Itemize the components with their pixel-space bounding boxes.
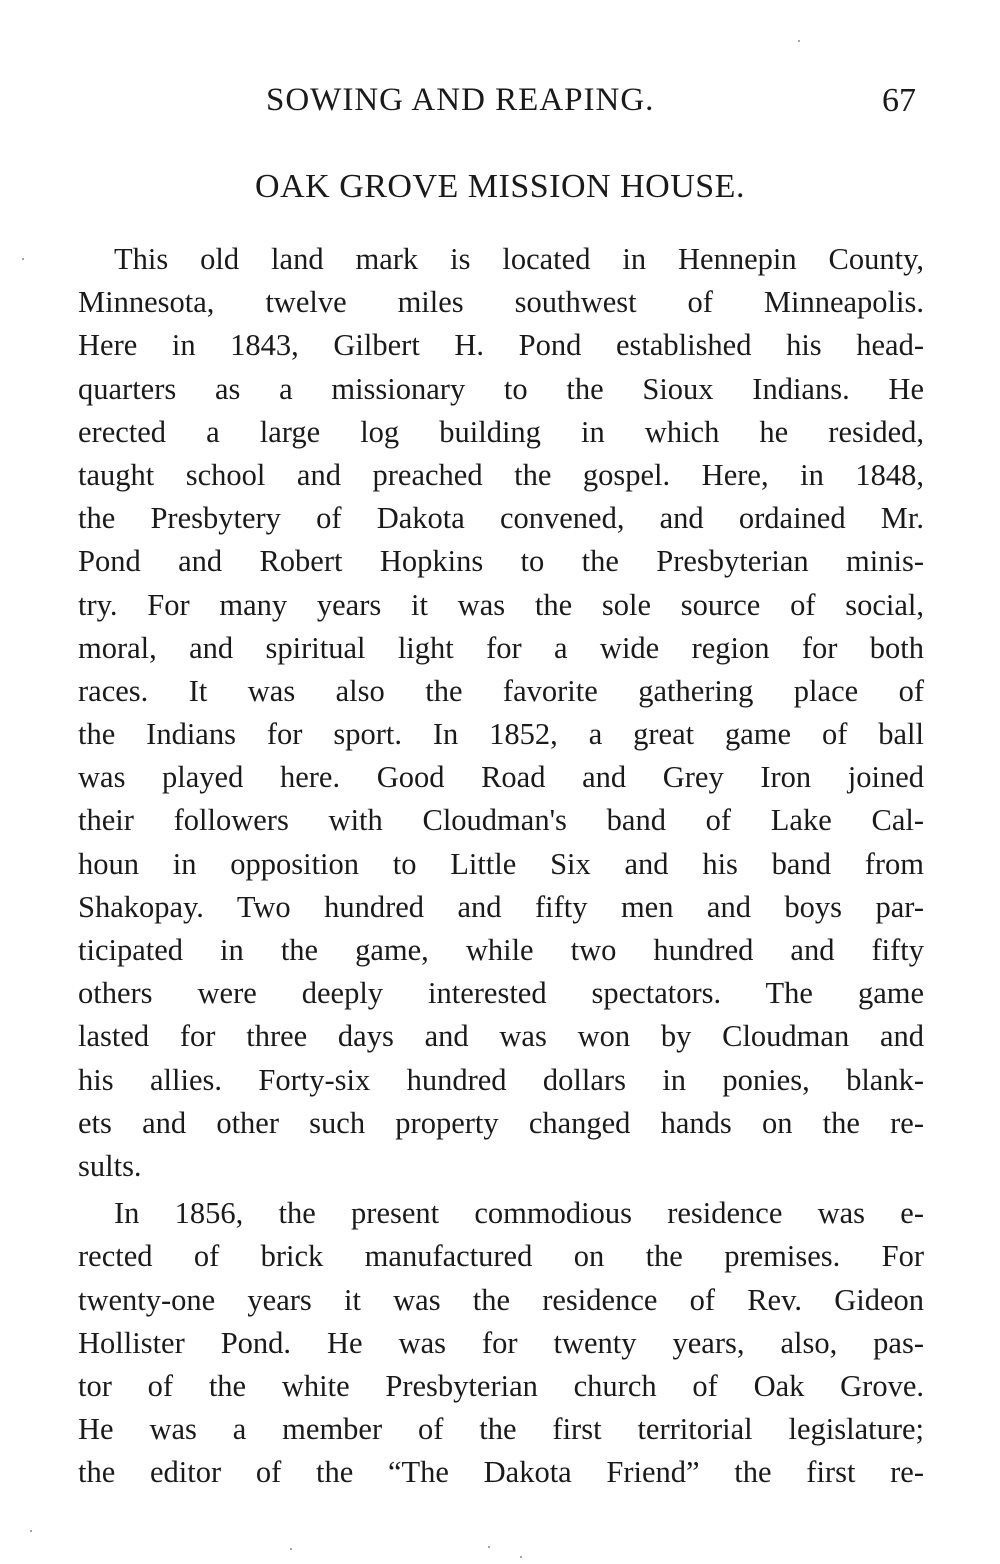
- text-line: his allies. Forty-six hundred dollars in ponies, blank-: [78, 1062, 924, 1097]
- text-line: ets and other such property changed hands on the re-: [78, 1105, 924, 1140]
- text-line: moral, and spiritual light for a wide region for both: [78, 630, 924, 665]
- text-line: erected a large log building in which he resided,: [78, 414, 924, 449]
- text-line: quarters as a missionary to the Sioux Indians. He: [78, 371, 924, 406]
- text-line: rected of brick manufactured on the premises. For: [78, 1239, 924, 1274]
- text-line: was played here. Good Road and Grey Iron joined: [78, 760, 924, 795]
- text-line: try. For many years it was the sole source of social,: [78, 587, 924, 622]
- paragraph-2: [78, 1192, 924, 1494]
- section-title: OAK GROVE MISSION HOUSE.: [255, 168, 745, 205]
- text-line: Pond and Robert Hopkins to the Presbyterian minis-: [78, 544, 924, 579]
- scan-speck: [488, 1546, 490, 1548]
- running-header: [0, 82, 1000, 132]
- text-line: twenty-one years it was the residence of Rev. Gideon: [78, 1282, 924, 1317]
- scan-speck: [290, 1548, 292, 1550]
- paragraph-1: [78, 238, 924, 1188]
- body-text: [78, 238, 924, 1494]
- running-title: SOWING AND REAPING.: [266, 82, 655, 118]
- text-line: the editor of the “The Dakota Friend” the first re-: [78, 1455, 924, 1490]
- text-line: sults.: [78, 1148, 142, 1183]
- text-line: Here in 1843, Gilbert H. Pond established his head-: [78, 328, 924, 363]
- text-line: Hollister Pond. He was for twenty years, also, pas-: [78, 1325, 924, 1360]
- page-number: 67: [882, 82, 916, 119]
- text-line: taught school and preached the gospel. Here, in 1848,: [78, 457, 924, 492]
- text-line: In 1856, the present commodious residence was e-: [114, 1196, 924, 1231]
- text-line: Shakopay. Two hundred and fifty men and boys par-: [78, 889, 924, 924]
- text-line: He was a member of the first territorial legislature;: [78, 1412, 924, 1447]
- scan-speck: [798, 40, 800, 42]
- text-line: the Presbytery of Dakota convened, and ordained Mr.: [78, 501, 924, 536]
- text-line: ticipated in the game, while two hundred and fifty: [78, 933, 924, 967]
- text-line: lasted for three days and was won by Cloudman and: [78, 1019, 924, 1054]
- text-line: races. It was also the favorite gathering place of: [78, 673, 924, 708]
- scan-speck: [520, 1556, 522, 1558]
- text-line: others were deeply interested spectators. The game: [78, 976, 924, 1011]
- text-line: their followers with Cloudman's band of Lake Cal-: [78, 803, 924, 838]
- text-line: houn in opposition to Little Six and his band from: [78, 846, 924, 881]
- text-line: Minnesota, twelve miles southwest of Minneapolis.: [78, 285, 924, 320]
- scan-speck: [22, 258, 24, 260]
- scan-speck: [30, 1530, 32, 1532]
- text-line: tor of the white Presbyterian church of Oak Grove.: [78, 1368, 924, 1403]
- text-line: This old land mark is located in Hennepin County,: [114, 242, 924, 276]
- text-line: the Indians for sport. In 1852, a great game of ball: [78, 717, 924, 752]
